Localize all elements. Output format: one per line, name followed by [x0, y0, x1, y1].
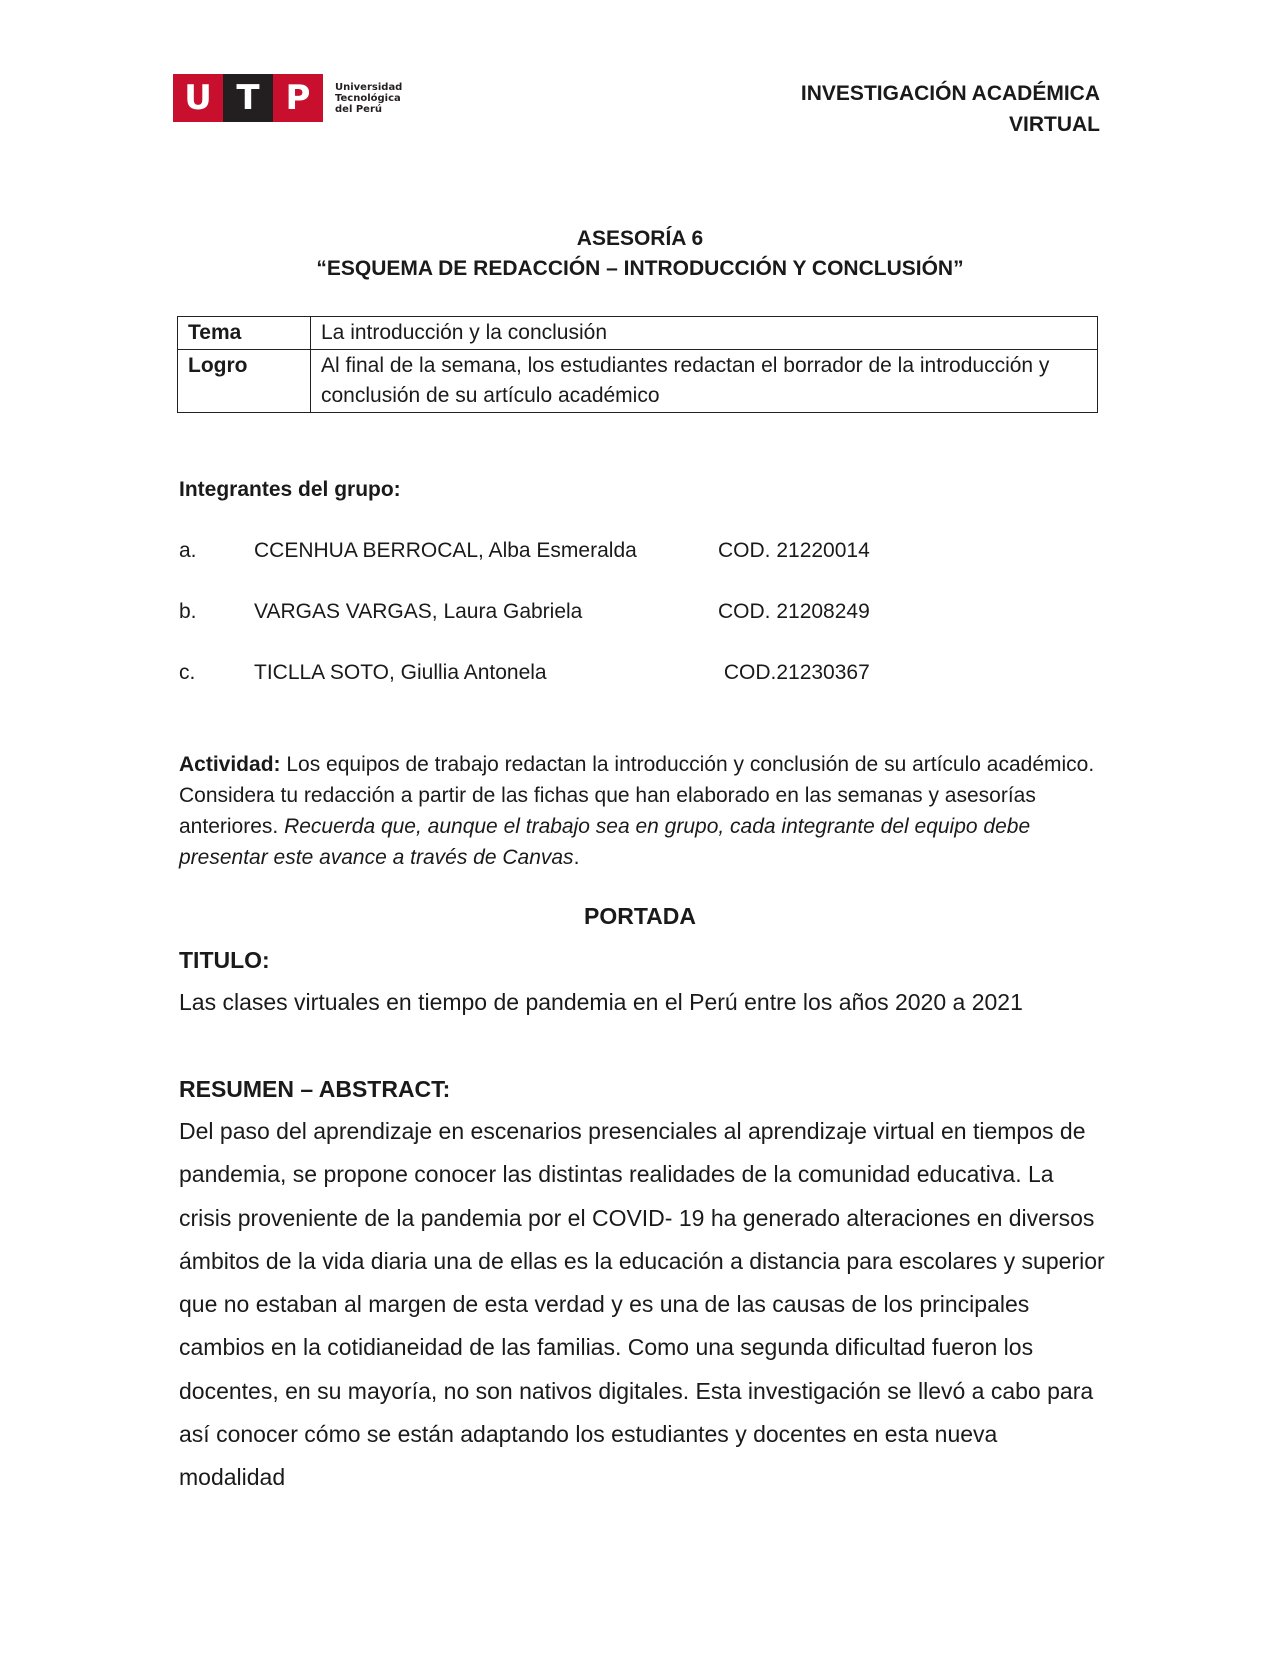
title-label: TITULO:	[179, 947, 270, 973]
portada-heading: PORTADA	[583, 903, 696, 929]
abstract-text: Del paso del aprendizaje en escenarios presenciales al aprendizaje virtual en tiempos de pandemia, se propone conocer las distintas realidades de la comunidad educativa. La crisis proveniente de la pandemia por el COVID- 19 ha generado alteraciones en diversos ámbitos de la vida diaria una de ellas es la educación a distancia para escolares y superior que no estaban al margen de esta verdad y es una de las causas de los principales cambios en la cotidianeidad de las familias. Como una segunda dificultad fueron los docentes, en su mayoría, no son nativos digitales. Esta investigación se llevó a cabo para así conocer cómo se están adaptando los estudiantes y docentes en esta nueva modalidad	[179, 1118, 1105, 1491]
table-row	[178, 350, 1098, 413]
member-name: VARGAS VARGAS, Laura Gabriela	[254, 600, 583, 623]
utp-logo	[173, 74, 402, 122]
table-value-logro: Al final de la semana, los estudiantes redactan el borrador de la introducción y conclusión de su artículo académico	[311, 350, 1098, 413]
course-line-1: INVESTIGACIÓN ACADÉMICA	[800, 82, 1100, 105]
member-code: COD.21230367	[718, 661, 870, 684]
activity-label: Actividad:	[179, 753, 281, 776]
member-name: TICLLA SOTO, Giullia Antonela	[254, 661, 547, 684]
activity-italic: Recuerda que, aunque el trabajo sea en grupo, cada integrante del equipo debe presentar este avance a través de Canvas	[179, 815, 1031, 869]
page-subtitle: “ESQUEMA DE REDACCIÓN – INTRODUCCIÓN Y CONCLUSIÓN”	[316, 257, 964, 280]
member-letter: a.	[179, 539, 197, 562]
group-heading: Integrantes del grupo:	[179, 478, 401, 501]
table-key-logro: Logro	[178, 350, 311, 413]
logo-text-line: Universidad	[335, 81, 403, 93]
logo-text-line: del Perú	[335, 103, 383, 115]
activity-paragraph	[179, 749, 1099, 873]
abstract-label: RESUMEN – ABSTRACT:	[179, 1076, 451, 1102]
logo-mark	[173, 74, 323, 122]
activity-text: Los equipos de trabajo redactan la introducción y conclusión de su artículo académico. Considera tu redacción a partir de las fichas que han elaborado en las semanas y asesorías anteriores.	[179, 753, 1095, 838]
logo-text	[335, 82, 402, 115]
member-code: COD. 21208249	[718, 600, 870, 623]
member-name: CCENHUA BERROCAL, Alba Esmeralda	[254, 539, 637, 562]
info-table	[177, 316, 1098, 413]
title-text: Las clases virtuales en tiempo de pandemia en el Perú entre los años 2020 a 2021	[179, 989, 1023, 1015]
page-title: ASESORÍA 6	[576, 227, 704, 250]
logo-letter-u: U	[173, 74, 223, 122]
member-code: COD. 21220014	[718, 539, 870, 562]
table-value-tema: La introducción y la conclusión	[311, 317, 1098, 350]
logo-letter-p: P	[273, 74, 323, 122]
table-row	[178, 317, 1098, 350]
activity-end: .	[573, 846, 580, 869]
member-letter: c.	[179, 661, 196, 684]
logo-letter-t: T	[223, 74, 273, 122]
course-line-2: VIRTUAL	[1009, 113, 1100, 136]
member-letter: b.	[179, 600, 197, 623]
table-key-tema: Tema	[178, 317, 311, 350]
course-header	[801, 78, 1100, 140]
logo-text-line: Tecnológica	[335, 92, 401, 104]
